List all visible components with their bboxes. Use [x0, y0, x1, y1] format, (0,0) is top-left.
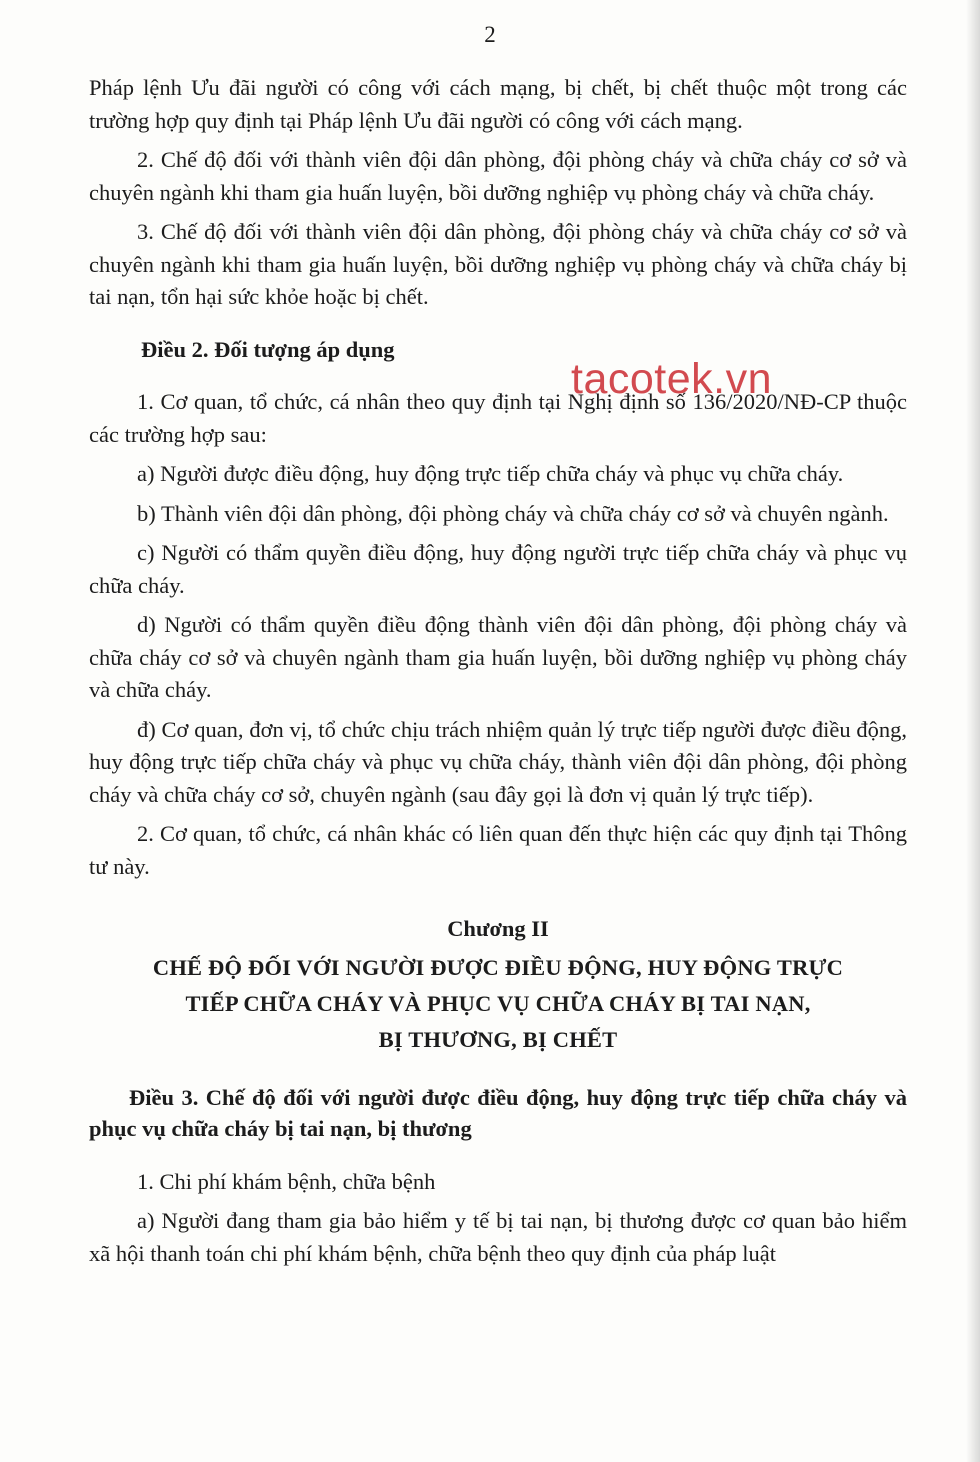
article-2-heading: Điều 2. Đối tượng áp dụng	[141, 336, 395, 362]
paragraph-item-3: 3. Chế độ đối với thành viên đội dân phòng, đội phòng cháy và chữa cháy cơ sở và chuyên ngành khi tham gia huấn luyện, bồi dưỡng nghiệp vụ phòng cháy và chữa cháy bị tai nạn, tổn hại sức khỏe hoặc bị chết.	[89, 219, 907, 309]
chapter-title-line-1: CHẾ ĐỘ ĐỐI VỚI NGƯỜI ĐƯỢC ĐIỀU ĐỘNG, HUY ĐỘNG TRỰC	[152, 954, 844, 980]
article-2-point-a: a) Người được điều động, huy động trực tiếp chữa cháy và phục vụ chữa cháy.	[137, 461, 844, 486]
scan-edge-shadow	[966, 0, 980, 1462]
article-2-point-b: b) Thành viên đội dân phòng, đội phòng cháy và chữa cháy cơ sở và chuyên ngành.	[137, 500, 889, 526]
paragraph-continuation: Pháp lệnh Ưu đãi người có công với cách mạng, bị chết, bị chết thuộc một trong các trường hợp quy định tại Pháp lệnh Ưu đãi người có công với cách mạng.	[89, 75, 907, 133]
chapter-2-block	[89, 913, 907, 1058]
article-3-point-a: a) Người đang tham gia bảo hiểm y tế bị tai nạn, bị thương được cơ quan bảo hiểm xã hội thanh toán chi phí khám bệnh, chữa bệnh theo quy định của pháp luật	[89, 1208, 907, 1266]
chapter-title-line-2: TIẾP CHỮA CHÁY VÀ PHỤC VỤ CHỮA CHÁY BỊ TAI NẠN,	[185, 990, 811, 1016]
chapter-label: Chương II	[447, 916, 549, 941]
page-number: 2	[484, 22, 496, 47]
chapter-title-line-3: BỊ THƯƠNG, BỊ CHẾT	[378, 1026, 618, 1052]
article-2-point-dd: đ) Cơ quan, đơn vị, tổ chức chịu trách nhiệm quản lý trực tiếp người được điều động, huy động trực tiếp chữa cháy và phục vụ chữa cháy, thành viên đội dân phòng, đội phòng cháy và chữa cháy cơ sở, chuyên ngành (sau đây gọi là đơn vị quản lý trực tiếp).	[89, 716, 907, 807]
paragraph-item-2: 2. Chế độ đối với thành viên đội dân phòng, đội phòng cháy và chữa cháy cơ sở và chuyên ngành khi tham gia huấn luyện, bồi dưỡng nghiệp vụ phòng cháy và chữa cháy.	[89, 147, 907, 205]
document-body	[89, 72, 907, 1277]
article-3-clause-1: 1. Chi phí khám bệnh, chữa bệnh	[137, 1168, 436, 1194]
article-2-point-c: c) Người có thẩm quyền điều động, huy động người trực tiếp chữa cháy và phục vụ chữa cháy.	[89, 540, 907, 598]
article-2-clause-2: 2. Cơ quan, tổ chức, cá nhân khác có liên quan đến thực hiện các quy định tại Thông tư này.	[89, 821, 907, 879]
article-3-heading: Điều 3. Chế độ đối với người được điều động, huy động trực tiếp chữa cháy và phục vụ chữa cháy bị tai nạn, bị thương	[89, 1084, 907, 1141]
watermark-text: tacotek.vn	[571, 355, 772, 403]
article-2-clause-1: 1. Cơ quan, tổ chức, cá nhân theo quy định tại Nghị định số 136/2020/NĐ-CP thuộc các trường hợp sau:	[89, 389, 907, 447]
article-2-point-d: d) Người có thẩm quyền điều động thành viên đội dân phòng, đội phòng cháy và chữa cháy cơ sở và chuyên ngành tham gia huấn luyện, bồi dưỡng nghiệp vụ phòng cháy và chữa cháy.	[89, 612, 907, 702]
